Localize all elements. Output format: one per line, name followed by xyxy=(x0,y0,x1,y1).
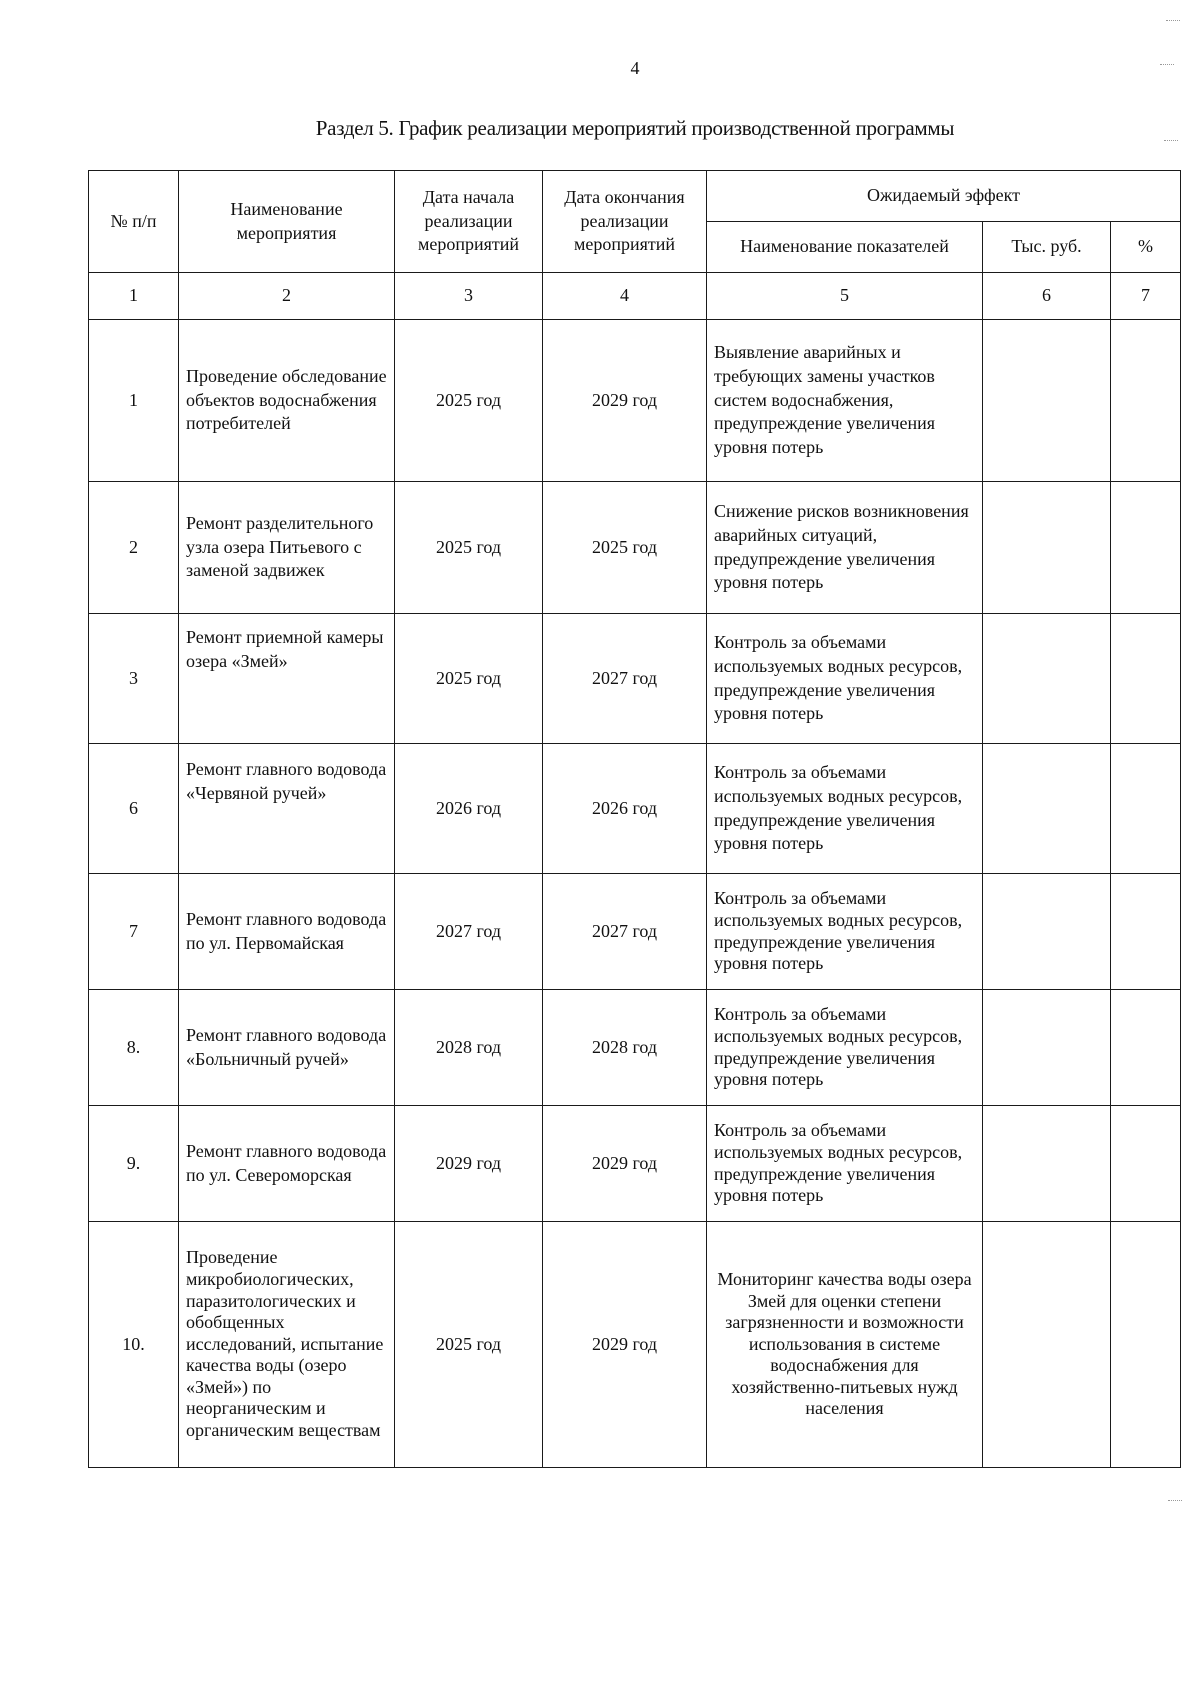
row-start: 2028 год xyxy=(395,990,543,1106)
row-name: Проведение микробиологических, паразитологических и обобщенных исследований, испытание качества воды (озеро «Змей») по неорганическим и органическим веществам xyxy=(179,1222,395,1468)
schedule-table xyxy=(88,170,1181,1468)
scan-artifact xyxy=(1160,64,1174,65)
header-start-date: Дата начала реализации мероприятий xyxy=(395,171,543,273)
table-row xyxy=(89,482,1181,614)
row-start: 2025 год xyxy=(395,614,543,744)
row-effect: Выявление аварийных и требующих замены участков систем водоснабжения, предупреждение увеличения уровня потерь xyxy=(707,320,983,482)
row-end: 2026 год xyxy=(543,744,707,874)
row-effect: Контроль за объемами используемых водных ресурсов, предупреждение увеличения уровня потерь xyxy=(707,1106,983,1222)
row-start: 2025 год xyxy=(395,1222,543,1468)
row-num: 6 xyxy=(89,744,179,874)
table-row xyxy=(89,744,1181,874)
row-name: Ремонт главного водовода по ул. Североморская xyxy=(179,1106,395,1222)
row-percent xyxy=(1111,1222,1181,1468)
row-percent xyxy=(1111,1106,1181,1222)
row-percent xyxy=(1111,744,1181,874)
row-thousand-rub xyxy=(983,744,1111,874)
column-number: 3 xyxy=(395,273,543,320)
row-end: 2028 год xyxy=(543,990,707,1106)
row-end: 2029 год xyxy=(543,320,707,482)
column-number: 6 xyxy=(983,273,1111,320)
row-num: 9. xyxy=(89,1106,179,1222)
header-expected-effect: Ожидаемый эффект xyxy=(707,171,1181,222)
table-row xyxy=(89,320,1181,482)
row-thousand-rub xyxy=(983,482,1111,614)
column-number: 1 xyxy=(89,273,179,320)
row-end: 2029 год xyxy=(543,1222,707,1468)
header-thousand-rub: Тыс. руб. xyxy=(983,222,1111,273)
row-num: 7 xyxy=(89,874,179,990)
row-start: 2025 год xyxy=(395,482,543,614)
header-indicators: Наименование показателей xyxy=(707,222,983,273)
table-row xyxy=(89,990,1181,1106)
row-num: 10. xyxy=(89,1222,179,1468)
row-thousand-rub xyxy=(983,1222,1111,1468)
row-thousand-rub xyxy=(983,320,1111,482)
row-end: 2029 год xyxy=(543,1106,707,1222)
row-end: 2027 год xyxy=(543,614,707,744)
row-name: Ремонт главного водовода «Больничный ручей» xyxy=(179,990,395,1106)
row-thousand-rub xyxy=(983,614,1111,744)
row-effect: Снижение рисков возникновения аварийных ситуаций, предупреждение увеличения уровня потерь xyxy=(707,482,983,614)
header-num: № п/п xyxy=(89,171,179,273)
header-end-date: Дата окончания реализации мероприятий xyxy=(543,171,707,273)
row-thousand-rub xyxy=(983,990,1111,1106)
row-percent xyxy=(1111,990,1181,1106)
table-row xyxy=(89,1222,1181,1468)
row-name: Ремонт приемной камеры озера «Змей» xyxy=(179,614,395,744)
row-name: Ремонт главного водовода по ул. Первомайская xyxy=(179,874,395,990)
row-name: Ремонт разделительного узла озера Питьевого с заменой задвижек xyxy=(179,482,395,614)
row-num: 3 xyxy=(89,614,179,744)
row-effect: Контроль за объемами используемых водных ресурсов, предупреждение увеличения уровня потерь xyxy=(707,614,983,744)
section-title: Раздел 5. График реализации мероприятий производственной программы xyxy=(315,116,955,140)
row-thousand-rub xyxy=(983,1106,1111,1222)
column-number: 4 xyxy=(543,273,707,320)
column-number: 5 xyxy=(707,273,983,320)
row-effect: Контроль за объемами используемых водных ресурсов, предупреждение увеличения уровня потерь xyxy=(707,990,983,1106)
row-start: 2026 год xyxy=(395,744,543,874)
row-start: 2027 год xyxy=(395,874,543,990)
row-name: Проведение обследование объектов водоснабжения потребителей xyxy=(179,320,395,482)
table-row xyxy=(89,1106,1181,1222)
row-percent xyxy=(1111,482,1181,614)
scan-artifact xyxy=(1168,1500,1182,1501)
row-num: 8. xyxy=(89,990,179,1106)
page-number: 4 xyxy=(630,58,640,78)
row-end: 2027 год xyxy=(543,874,707,990)
row-start: 2029 год xyxy=(395,1106,543,1222)
row-effect: Контроль за объемами используемых водных ресурсов, предупреждение увеличения уровня потерь xyxy=(707,874,983,990)
row-num: 1 xyxy=(89,320,179,482)
header-row-top xyxy=(89,171,1181,222)
row-name: Ремонт главного водовода «Червяной ручей» xyxy=(179,744,395,874)
row-thousand-rub xyxy=(983,874,1111,990)
row-effect: Мониторинг качества воды озера Змей для оценки степени загрязненности и возможности использования в системе водоснабжения для хозяйственно-питьевых нужд населения xyxy=(707,1222,983,1468)
row-end: 2025 год xyxy=(543,482,707,614)
table-row xyxy=(89,614,1181,744)
column-number-row xyxy=(89,273,1181,320)
scan-artifact xyxy=(1166,20,1180,21)
table-row xyxy=(89,874,1181,990)
row-num: 2 xyxy=(89,482,179,614)
row-percent xyxy=(1111,874,1181,990)
header-name: Наименование мероприятия xyxy=(179,171,395,273)
column-number: 7 xyxy=(1111,273,1181,320)
row-start: 2025 год xyxy=(395,320,543,482)
row-percent xyxy=(1111,320,1181,482)
row-effect: Контроль за объемами используемых водных ресурсов, предупреждение увеличения уровня потерь xyxy=(707,744,983,874)
column-number: 2 xyxy=(179,273,395,320)
row-percent xyxy=(1111,614,1181,744)
scan-artifact xyxy=(1164,140,1178,141)
header-percent: % xyxy=(1111,222,1181,273)
